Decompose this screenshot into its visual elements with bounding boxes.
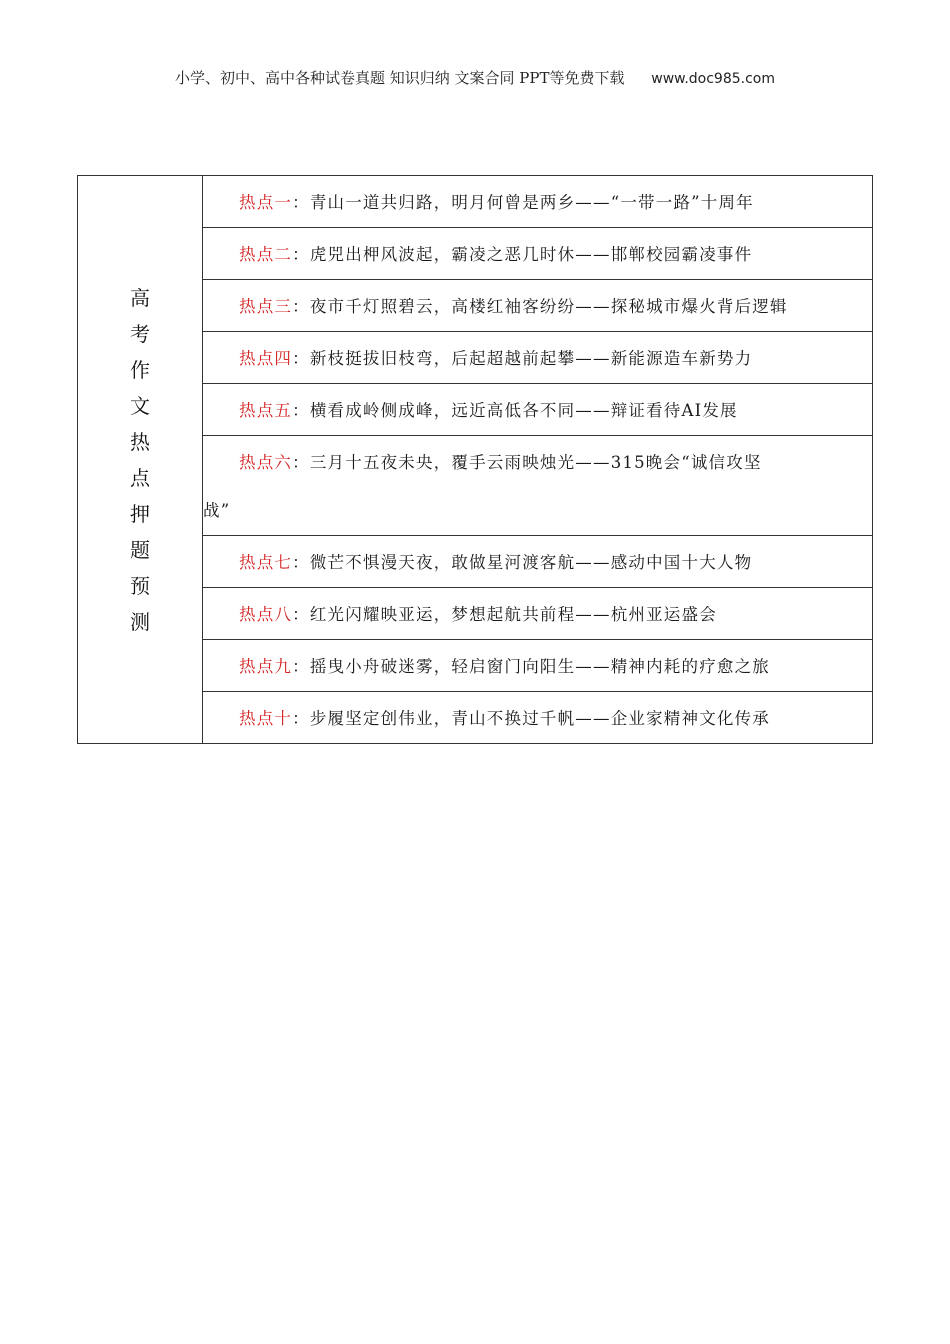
topic-row <box>203 176 873 228</box>
topic-text: 微芒不惧漫天夜，敢做星河渡客航——感动中国十大人物 <box>309 553 753 572</box>
hot-topics-table <box>77 175 873 744</box>
topic-row <box>203 332 873 384</box>
topic-row <box>203 692 873 744</box>
topic-text: 横看成岭侧成峰，远近高低各不同——辩证看待AI发展 <box>309 401 738 420</box>
topic-sep: ： <box>292 297 310 316</box>
side-title: 高考作文热点押题预测 <box>130 285 150 634</box>
side-title-cell <box>78 176 203 744</box>
topic-label: 热点九 <box>239 657 293 676</box>
topic-row <box>203 280 873 332</box>
topic-row <box>203 536 873 588</box>
topic-text: 摇曳小舟破迷雾，轻启窗门向阳生——精神内耗的疗愈之旅 <box>309 657 771 676</box>
header-site: www.doc985.com <box>651 71 776 87</box>
topic-row <box>203 384 873 436</box>
topic-sep: ： <box>292 193 310 212</box>
topic-label: 热点四 <box>239 349 293 368</box>
topic-label: 热点八 <box>239 605 293 624</box>
topic-sep: ： <box>292 245 310 264</box>
topic-sep: ： <box>292 657 310 676</box>
topic-row <box>203 436 873 536</box>
topic-label: 热点三 <box>239 297 293 316</box>
topic-text: 红光闪耀映亚运，梦想起航共前程——杭州亚运盛会 <box>309 605 717 624</box>
topic-sep: ： <box>292 709 310 728</box>
topic-text-continued: 战” <box>203 501 231 520</box>
header-text: 小学、初中、高中各种试卷真题 知识归纳 文案合同 PPT等免费下载 <box>174 69 625 87</box>
topic-text: 步履坚定创伟业，青山不换过千帆——企业家精神文化传承 <box>309 709 771 728</box>
topic-sep: ： <box>292 453 310 472</box>
topic-row <box>203 640 873 692</box>
topic-sep: ： <box>292 605 310 624</box>
topic-label: 热点二 <box>239 245 293 264</box>
topic-label: 热点七 <box>239 553 293 572</box>
topic-row <box>203 588 873 640</box>
topic-text: 夜市千灯照碧云，高楼红袖客纷纷——探秘城市爆火背后逻辑 <box>309 297 788 316</box>
topic-label: 热点十 <box>239 709 293 728</box>
topic-label: 热点五 <box>239 401 293 420</box>
topic-sep: ： <box>292 349 310 368</box>
topic-label: 热点一 <box>239 193 293 212</box>
page-header <box>0 68 950 89</box>
topic-text: 青山一道共归路，明月何曾是两乡——“一带一路”十周年 <box>309 193 754 212</box>
topic-sep: ： <box>292 401 310 420</box>
topic-row <box>203 228 873 280</box>
topic-text: 新枝挺拔旧枝弯，后起超越前起攀——新能源造车新势力 <box>309 349 753 368</box>
topic-sep: ： <box>292 553 310 572</box>
topic-text: 虎兕出柙风波起，霸凌之恶几时休——邯郸校园霸凌事件 <box>309 245 753 264</box>
topic-text: 三月十五夜未央，覆手云雨映烛光——315晚会“诚信攻坚 <box>309 453 762 472</box>
topic-label: 热点六 <box>239 453 293 472</box>
